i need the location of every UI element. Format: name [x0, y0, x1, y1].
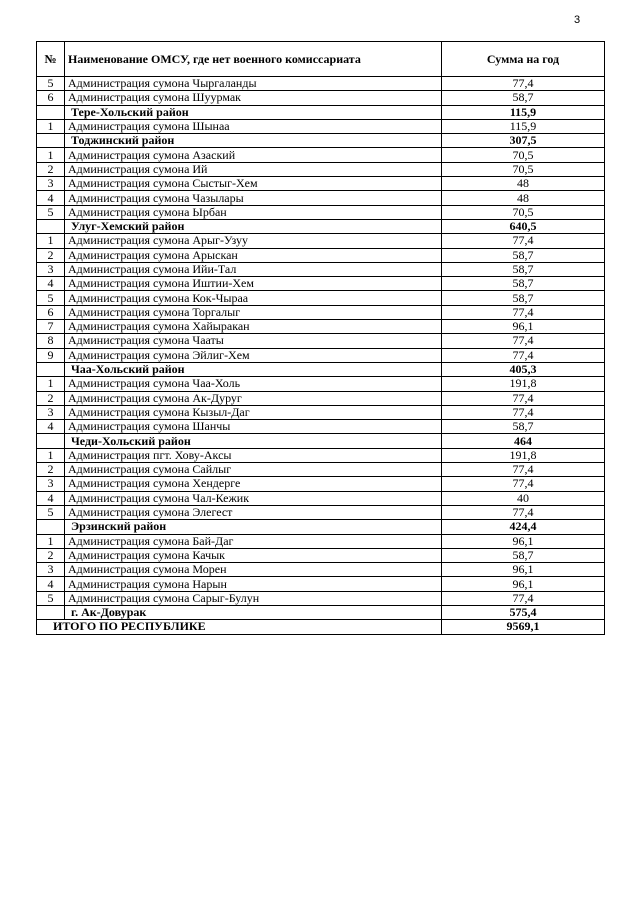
table-row — [37, 534, 605, 548]
row-name: Администрация сумона Шынаа — [65, 119, 442, 133]
row-number: 1 — [37, 377, 65, 391]
budget-table — [36, 41, 605, 635]
table-row — [37, 477, 605, 491]
row-number: 5 — [37, 591, 65, 605]
row-number: 4 — [37, 491, 65, 505]
row-number: 2 — [37, 463, 65, 477]
row-sum: 77,4 — [442, 348, 605, 362]
row-number — [37, 105, 65, 119]
row-sum: 575,4 — [442, 605, 605, 619]
row-name: Администрация сумона Нарын — [65, 577, 442, 591]
row-name: Администрация сумона Ырбан — [65, 205, 442, 219]
row-name: Администрация сумона Шуурмак — [65, 91, 442, 105]
row-name: Администрация сумона Морен — [65, 563, 442, 577]
row-sum: 40 — [442, 491, 605, 505]
row-number — [37, 219, 65, 233]
table-row — [37, 291, 605, 305]
table-row — [37, 334, 605, 348]
row-number: 6 — [37, 305, 65, 319]
table-row — [37, 305, 605, 319]
row-sum: 115,9 — [442, 105, 605, 119]
row-number: 2 — [37, 391, 65, 405]
row-name: Администрация сумона Ийи-Тал — [65, 262, 442, 276]
row-sum: 640,5 — [442, 219, 605, 233]
row-name: Администрация сумона Чазылары — [65, 191, 442, 205]
row-name: Тере-Хольский район — [65, 105, 442, 119]
row-number — [37, 520, 65, 534]
row-number: 3 — [37, 477, 65, 491]
row-number — [37, 605, 65, 619]
row-sum: 58,7 — [442, 277, 605, 291]
row-sum: 115,9 — [442, 119, 605, 133]
row-name: Администрация сумона Эйлиг-Хем — [65, 348, 442, 362]
row-number: 9 — [37, 348, 65, 362]
row-sum: 77,4 — [442, 505, 605, 519]
table-row — [37, 420, 605, 434]
row-sum: 77,4 — [442, 477, 605, 491]
row-name: Администрация сумона Кызыл-Даг — [65, 405, 442, 419]
row-number — [37, 434, 65, 448]
row-number: 5 — [37, 77, 65, 91]
row-sum: 96,1 — [442, 534, 605, 548]
table-row — [37, 463, 605, 477]
row-number: 1 — [37, 148, 65, 162]
row-sum: 77,4 — [442, 305, 605, 319]
row-sum: 70,5 — [442, 162, 605, 176]
row-name: Тоджинский район — [65, 134, 442, 148]
table-row — [37, 591, 605, 605]
district-row — [37, 219, 605, 233]
row-sum: 58,7 — [442, 291, 605, 305]
district-row — [37, 362, 605, 376]
row-number: 1 — [37, 119, 65, 133]
row-number: 6 — [37, 91, 65, 105]
table-row — [37, 77, 605, 91]
row-sum: 191,8 — [442, 377, 605, 391]
row-number: 3 — [37, 405, 65, 419]
table-row — [37, 148, 605, 162]
row-name: Администрация сумона Чаа-Холь — [65, 377, 442, 391]
table-row — [37, 277, 605, 291]
table-row — [37, 262, 605, 276]
row-name: Администрация сумона Арыг-Узуу — [65, 234, 442, 248]
row-sum: 58,7 — [442, 548, 605, 562]
row-sum: 58,7 — [442, 91, 605, 105]
row-sum: 77,4 — [442, 463, 605, 477]
row-number: 5 — [37, 291, 65, 305]
row-name: Администрация сумона Чааты — [65, 334, 442, 348]
row-sum: 58,7 — [442, 248, 605, 262]
row-name: Администрация сумона Качык — [65, 548, 442, 562]
table-row — [37, 91, 605, 105]
row-name: Администрация сумона Сайлыг — [65, 463, 442, 477]
row-sum: 77,4 — [442, 234, 605, 248]
row-name: Администрация сумона Хендерге — [65, 477, 442, 491]
district-row — [37, 434, 605, 448]
row-name: Администрация сумона Хайыракан — [65, 320, 442, 334]
row-sum: 77,4 — [442, 591, 605, 605]
header-name: Наименование ОМСУ, где нет военного комиссариата — [65, 42, 442, 77]
row-name: Администрация сумона Ий — [65, 162, 442, 176]
table-row — [37, 548, 605, 562]
row-number — [37, 134, 65, 148]
table-row — [37, 491, 605, 505]
row-name: Администрация сумона Кок-Чыраа — [65, 291, 442, 305]
row-sum: 96,1 — [442, 577, 605, 591]
table-row — [37, 405, 605, 419]
row-number: 1 — [37, 534, 65, 548]
row-number: 2 — [37, 162, 65, 176]
table-row — [37, 119, 605, 133]
row-number: 7 — [37, 320, 65, 334]
row-number: 3 — [37, 563, 65, 577]
row-sum: 70,5 — [442, 148, 605, 162]
table-row — [37, 162, 605, 176]
row-sum: 77,4 — [442, 405, 605, 419]
row-name: Администрация сумона Шанчы — [65, 420, 442, 434]
row-sum: 191,8 — [442, 448, 605, 462]
row-name: Администрация пгт. Хову-Аксы — [65, 448, 442, 462]
table-header-row — [37, 42, 605, 77]
row-name: Администрация сумона Ак-Дуруг — [65, 391, 442, 405]
row-name: Администрация сумона Торгалыг — [65, 305, 442, 319]
table-row — [37, 563, 605, 577]
total-sum: 9569,1 — [442, 620, 605, 634]
row-name: Администрация сумона Элегест — [65, 505, 442, 519]
row-number: 4 — [37, 420, 65, 434]
row-number: 4 — [37, 577, 65, 591]
row-number: 5 — [37, 505, 65, 519]
header-sum: Сумма на год — [442, 42, 605, 77]
table-row — [37, 191, 605, 205]
row-sum: 424,4 — [442, 520, 605, 534]
district-row — [37, 105, 605, 119]
table-row — [37, 577, 605, 591]
row-name: Администрация сумона Сарыг-Булун — [65, 591, 442, 605]
table-row — [37, 234, 605, 248]
row-sum: 464 — [442, 434, 605, 448]
row-number: 8 — [37, 334, 65, 348]
row-sum: 405,3 — [442, 362, 605, 376]
total-row — [37, 620, 605, 634]
row-sum: 77,4 — [442, 77, 605, 91]
district-row — [37, 520, 605, 534]
row-sum: 77,4 — [442, 334, 605, 348]
table-row — [37, 391, 605, 405]
row-number: 1 — [37, 448, 65, 462]
table-row — [37, 377, 605, 391]
row-number: 4 — [37, 277, 65, 291]
row-name: Администрация сумона Бай-Даг — [65, 534, 442, 548]
total-label: ИТОГО ПО РЕСПУБЛИКЕ — [37, 620, 442, 634]
table-row — [37, 320, 605, 334]
row-sum: 58,7 — [442, 420, 605, 434]
row-name: Администрация сумона Азаский — [65, 148, 442, 162]
row-sum: 77,4 — [442, 391, 605, 405]
table-row — [37, 448, 605, 462]
row-sum: 48 — [442, 177, 605, 191]
row-name: Чеди-Хольский район — [65, 434, 442, 448]
row-sum: 307,5 — [442, 134, 605, 148]
row-number: 2 — [37, 248, 65, 262]
table-body — [37, 77, 605, 620]
row-number: 3 — [37, 177, 65, 191]
row-number — [37, 362, 65, 376]
row-number: 4 — [37, 191, 65, 205]
table-row — [37, 505, 605, 519]
district-row — [37, 605, 605, 619]
row-name: Администрация сумона Арыскан — [65, 248, 442, 262]
row-number: 2 — [37, 548, 65, 562]
page-number: 3 — [574, 14, 581, 26]
row-name: Администрация сумона Сыстыг-Хем — [65, 177, 442, 191]
row-number: 5 — [37, 205, 65, 219]
row-name: Улуг-Хемский район — [65, 219, 442, 233]
row-sum: 96,1 — [442, 563, 605, 577]
row-number: 1 — [37, 234, 65, 248]
row-sum: 48 — [442, 191, 605, 205]
table-row — [37, 248, 605, 262]
table-row — [37, 177, 605, 191]
table-row — [37, 205, 605, 219]
row-name: Администрация сумона Чыргаланды — [65, 77, 442, 91]
row-name: Администрация сумона Чал-Кежик — [65, 491, 442, 505]
row-name: г. Ак-Довурак — [65, 605, 442, 619]
row-name: Администрация сумона Иштии-Хем — [65, 277, 442, 291]
row-name: Эрзинский район — [65, 520, 442, 534]
header-number: № — [37, 42, 65, 77]
row-number: 3 — [37, 262, 65, 276]
row-name: Чаа-Хольский район — [65, 362, 442, 376]
row-sum: 58,7 — [442, 262, 605, 276]
district-row — [37, 134, 605, 148]
row-sum: 70,5 — [442, 205, 605, 219]
table-row — [37, 348, 605, 362]
row-sum: 96,1 — [442, 320, 605, 334]
